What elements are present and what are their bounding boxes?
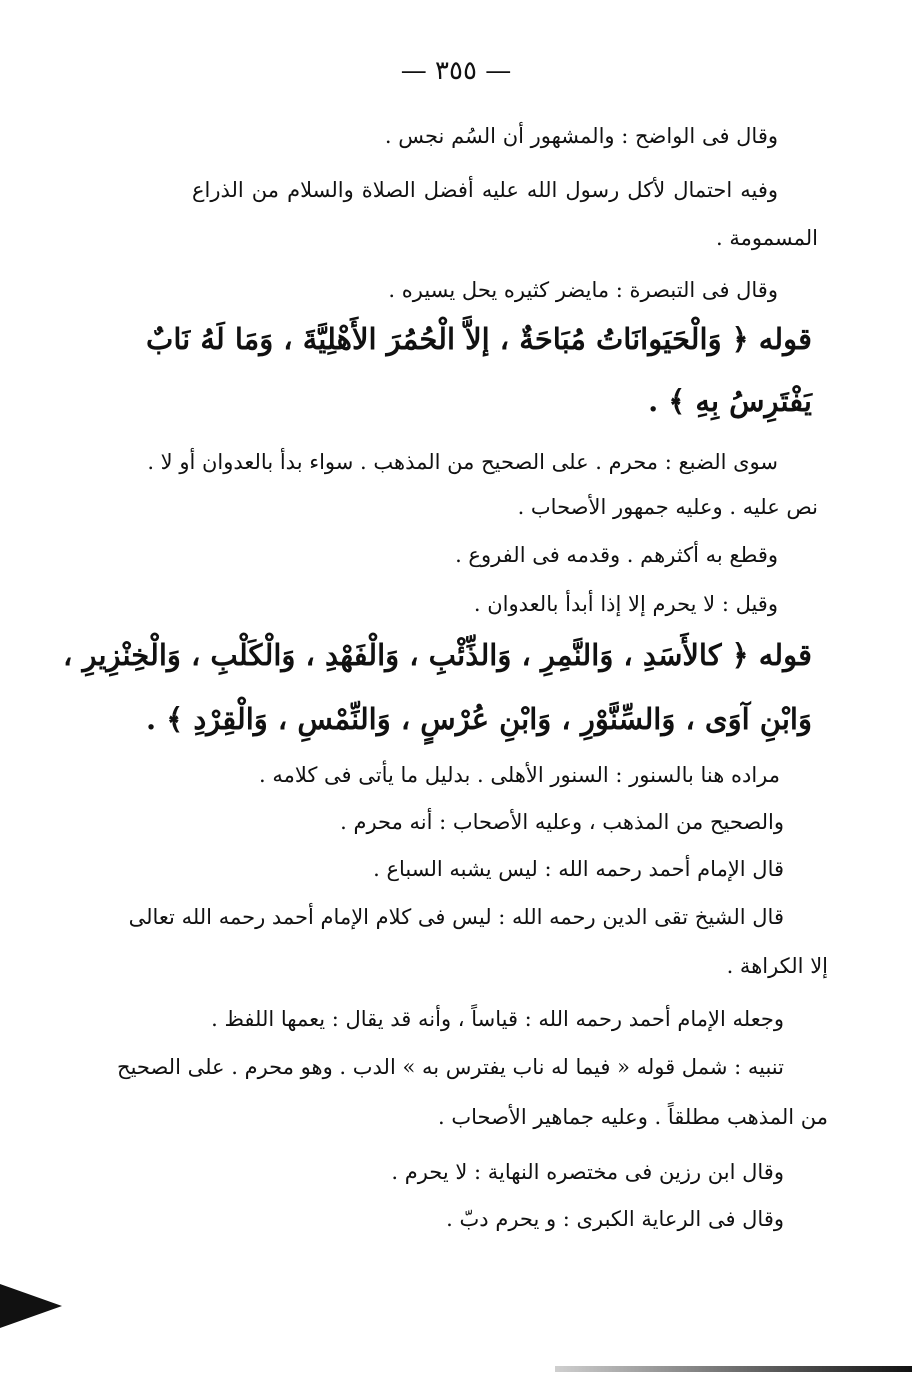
text-line: مراده هنا بالسنور : السنور الأهلى . بدليل ما يأتى فى كلامه .: [258, 763, 780, 787]
text-line: وقال فى الرعاية الكبرى : و يحرم دبّ .: [446, 1207, 784, 1231]
page-number: — ٣٥٥ —: [400, 56, 512, 86]
corner-scan-mark: [0, 1284, 62, 1328]
text-line: المسمومة .: [716, 226, 818, 250]
text-line: وقال فى الواضح : والمشهور أن السُم نجس .: [384, 124, 778, 148]
text-line: قال الإمام أحمد رحمه الله : ليس يشبه السباع .: [373, 857, 784, 881]
text-line: وقطع به أكثرهم . وقدمه فى الفروع .: [455, 543, 778, 567]
quran-quote-line: يَفْتَرِسُ بِهِ ﴾ .: [648, 384, 812, 418]
text-line: وفيه احتمال لأكل رسول الله عليه أفضل الصلاة والسلام من الذراع: [192, 178, 778, 202]
text-line: وجعله الإمام أحمد رحمه الله : قياساً ، وأنه قد يقال : يعمها اللفظ .: [211, 1007, 784, 1031]
text-line: سوى الضبع : محرم . على الصحيح من المذهب . سواء بدأ بالعدوان أو لا .: [147, 450, 778, 474]
text-line: وقال فى التبصرة : مايضر كثيره يحل يسيره .: [388, 278, 778, 302]
text-line: تنبيه : شمل قوله « فيما له ناب يفترس به » الدب . وهو محرم . على الصحيح: [117, 1055, 784, 1079]
quran-quote-line: قوله ﴿ كالأَسَدِ ، وَالنَّمِرِ ، وَالذِّئْبِ ، وَالْفَهْدِ ، وَالْكَلْبِ ، وَالْخِنْزِيرِ ،: [62, 638, 812, 672]
bottom-scan-edge: [555, 1366, 912, 1372]
text-line: والصحيح من المذهب ، وعليه الأصحاب : أنه محرم .: [340, 810, 784, 834]
text-line: إلا الكراهة .: [726, 954, 828, 978]
text-line: وقيل : لا يحرم إلا إذا أبدأ بالعدوان .: [473, 592, 778, 616]
text-line: نص عليه . وعليه جمهور الأصحاب .: [517, 495, 818, 519]
quran-quote-line: قوله ﴿ وَالْحَيَوانَاتُ مُبَاحَةٌ ، إلاَّ الْحُمُرَ الأَهْلِيَّةَ ، وَمَا لَهُ نَابٌ: [146, 322, 812, 356]
text-line: وقال ابن رزين فى مختصره النهاية : لا يحرم .: [391, 1160, 784, 1184]
text-line: قال الشيخ تقى الدين رحمه الله : ليس فى كلام الإمام أحمد رحمه الله تعالى: [128, 905, 784, 929]
quran-quote-line: وَابْنِ آوَى ، وَالسِّنَّوْرِ ، وَابْنِ عُرْسٍ ، وَالنِّمْسِ ، وَالْقِرْدِ ﴾ .: [146, 702, 812, 736]
text-line: من المذهب مطلقاً . وعليه جماهير الأصحاب .: [438, 1105, 828, 1129]
